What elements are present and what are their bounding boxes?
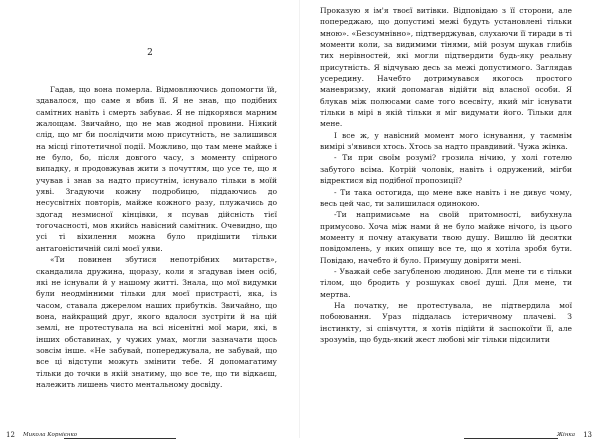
page-number: 12	[6, 431, 15, 439]
right-page	[300, 0, 600, 438]
left-page	[0, 0, 300, 438]
paragraph: Проказую я ім'я твоєї витівки. Відповідаю з її сторони, але попереджаю, що допустимі межі будуть установлені тільки мною». «Безсумнівно», підтверджував, слухаючи її тиради в ті моменти коли, за видимими тінями, мій розум шукав глибів тих нерівностей, які могли підтвердити будь-яку реальну присутність. Я відчуваю десь за межі допустимого. Заглядав усередину. Начебто дотримувався якогось простого маневризму, який допомагав відійти від власної особи. Я блукав між полюсами саме того всесвіту, який міг існувати тільки в мірі в якій тільки я міг видумати його. Тільки для мене.	[320, 6, 572, 129]
running-head: Микола Корнієнко	[23, 432, 78, 438]
paragraph: І все ж, у навісний момент мого існування, у таємнім вимірі з'явився хтось. Хтось за надто правдивий. Чужа жінка.	[320, 130, 572, 152]
paragraph: - Ти така остогида, що мене вже навіть і не дивує чому, весь цей час, ти залишилася одинокою.	[320, 187, 572, 208]
page-number: 13	[583, 431, 592, 439]
right-page-body	[320, 5, 572, 345]
running-head: Жінка	[556, 432, 575, 438]
paragraph: - Уважай себе загубленою людиною. Для мене ти є тільки тілом, що бродить у розшуках своєї душі. Для мене, ти мертва.	[320, 266, 572, 299]
paragraph: - Ти при своїм розумі? грозила нічию, у холі готелю забутого всіма. Котрій чоловік, навіть і одружений, мігби відректися від подібної пропозиції?	[320, 153, 572, 186]
chapter-number: 2	[147, 48, 153, 58]
paragraph: На початку, не протестувала, не підтвердила мої побоювання. Ураз піддалась істеричному плачеві. З інстинкту, зі співчуття, я хотів підійти й заспокоїти її, але зрозумів, що будь-який жест любові міг тільки підсилити	[320, 300, 572, 344]
left-page-body	[36, 84, 277, 390]
paragraph: -Ти напримисьме на своїй притомності, вибухнула примусово. Хоча між нами й не було майже нічого, із цього моменту я почну атакувати твою душу. Вишлю їй десятки повідомлень, у яких опишу все те, що я хотіла зробя бути. Повідаю, начебто й було. Примушу довіряти мені.	[320, 210, 572, 265]
paragraph: Гадав, що вона померла. Відмовляючись допомогти їй, здавалося, що саме я вбив її. Я не знав, що подібних самітних навіть і смерть забуває. Я не підкорявся марним жалощам. Звичайно, що не мав жодної провини. Ніякий слід, що мг би послідчити мою присутність, не залишився на місці гіпотетичної події. Можливо, що там мене майже і не було, бо, після довгого часу, з моменту спірного випадку, я продовжував жити з почуттям, що усе те, що я учував і знав за надто присутнім, існувало тільки в моїй уяві. Згадуючи кожну подробицю, піддаючись до несусвітніх повторів, майже кожного разу, плужачись до здогад незмисної кінцівки, я псував дійсність тієї тогочасності, мов якийсь навісний самітник. Очевидно, що усі ті віхилення можна було придішити тільки антагоністичній силі моєї уяви.	[36, 85, 277, 253]
paragraph: «Ти повинен збутися непотрібних митарств», скандалила дружина, щоразу, коли я згадував імен осіб, які не існували й у нашому житті. Знала, що мої видумки були неодмінними тільки для моєї пристрасті, яка, із часом, ставала джерелом наших прибутків. Звичайно, що вона, найкращий друг, якого вдалося зустріти й на цій землі, не протестувала на всі нісенітні мої мари, які, в інших обставинах, у чужих умах, могли зазначати щось зовсім інше. «Не забувай, попереджувала, не забувай, що все ці відступи можуть змінити тебе. Я допомагатиму тільки до точки в якій знатиму, що все те, що ти відкаєш, належить лишень чисто ментальному досвіду.	[36, 255, 277, 389]
